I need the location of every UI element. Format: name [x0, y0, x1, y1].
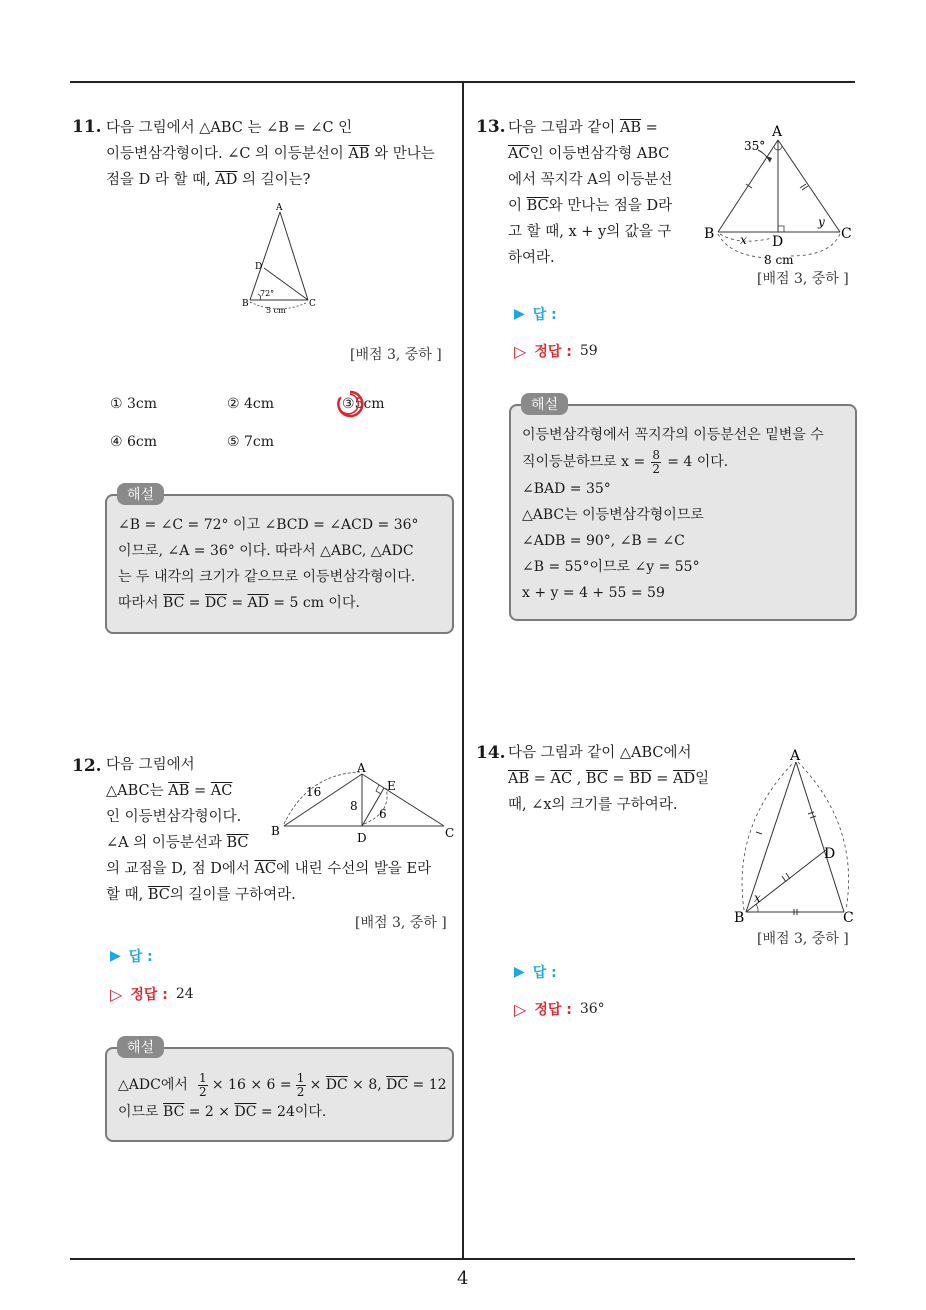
- problem-12-meta: [배점 3, 중하 ]: [355, 915, 447, 931]
- p14-label-A: A: [790, 748, 801, 764]
- correct-value: 24: [175, 986, 194, 1002]
- correct-arrow-icon: ▷: [514, 341, 527, 361]
- p12-label-E: E: [387, 779, 396, 793]
- p12-side-16: 16: [306, 785, 322, 799]
- p14-label-B: B: [734, 910, 745, 926]
- problem-12-solution-text: △ADC에서 $\frac{1}{2}$ × 16 × 6 = $\frac{1}{2}$ × $\overline{DC} \times 8$, $\overline{DC} = 12$ 이므로 $\overline{BC} = 2 \times \overline{DC} = 24$이다.: [118, 1070, 447, 1120]
- problem-11-number: 11.: [72, 117, 102, 137]
- p13-angle-label: 35°: [744, 139, 766, 153]
- choice-1[interactable]: ① 3cm: [110, 396, 158, 412]
- p14-x-label: x: [754, 891, 761, 905]
- p12-label-C: C: [445, 826, 455, 840]
- p11-label-C: C: [309, 299, 316, 309]
- problem-14-text: 다음 그림과 같이 △ABC에서 $\overline{AB} = \overline{AC}$ , $\overline{BC} = \overline{BD} = \overline{AD}$일 때, ∠x의 크기를 구하여라.: [508, 745, 710, 813]
- problem-14-number: 14.: [476, 743, 506, 763]
- answer-arrow-icon: ▶: [514, 306, 525, 322]
- p13-base-label: 8 cm: [764, 253, 794, 267]
- problem-11-solution-tab: 해설: [117, 483, 164, 505]
- problem-11-solution-text: ∠B = ∠C = 72° 이고 ∠BCD = ∠ACD = 36° 이므로, ∠A = 36° 이다. 따라서 △ABC, △ADC 는 두 내각의 크기가 같으므로 이등변삼각형이다. 따라서 $\overline{BC} = \overline{DC} = \overline{AD} = 5$ cm 이다.: [118, 517, 419, 611]
- choice-3-value: 5cm: [354, 396, 385, 412]
- correct-value: 59: [579, 343, 598, 359]
- p11-label-A: A: [276, 203, 283, 213]
- p13-y-label: y: [818, 215, 825, 229]
- problem-12-figure: [268, 760, 460, 844]
- correct-value: 36°: [579, 1001, 605, 1017]
- answer-arrow-icon: ▶: [110, 948, 121, 964]
- problem-13-solution-tab: 해설: [521, 393, 568, 415]
- answer-label: 답 :: [532, 965, 557, 981]
- p11-base-label: 5 cm: [266, 306, 286, 315]
- selected-answer-circle-icon: [334, 388, 366, 420]
- choice-3-marker: ③: [342, 396, 355, 412]
- p12-label-A: A: [357, 761, 366, 775]
- correct-label: 정답 :: [130, 987, 168, 1003]
- p11-label-B: B: [242, 299, 249, 309]
- problem-13-answer-row: [514, 304, 557, 324]
- p13-label-A: A: [772, 124, 783, 140]
- problem-12-number: 12.: [72, 756, 102, 776]
- correct-label: 정답 :: [534, 344, 572, 360]
- problem-13-number: 13.: [476, 117, 506, 137]
- problem-13-correct-row: [514, 341, 598, 361]
- problem-12-answer-row: [110, 946, 153, 966]
- p14-label-C: C: [843, 910, 854, 926]
- problem-14-correct-row: [514, 999, 605, 1019]
- correct-arrow-icon: ▷: [110, 984, 123, 1004]
- p11-label-D: D: [255, 262, 263, 272]
- bottom-rule: [70, 1258, 855, 1260]
- problem-14-meta: [배점 3, 중하 ]: [757, 931, 849, 947]
- correct-label: 정답 :: [534, 1002, 572, 1018]
- p13-label-B: B: [704, 226, 715, 242]
- problem-14-answer-row: [514, 962, 557, 982]
- choice-4[interactable]: ④ 6cm: [110, 434, 158, 450]
- choice-5[interactable]: ⑤ 7cm: [227, 434, 275, 450]
- problem-13-meta: [배점 3, 중하 ]: [757, 271, 849, 287]
- choice-2[interactable]: ② 4cm: [227, 396, 275, 412]
- p12-label-B: B: [271, 824, 280, 838]
- p13-x-label: x: [740, 233, 747, 247]
- page-number: 4: [457, 1268, 469, 1289]
- p12-side-6: 6: [379, 807, 387, 821]
- problem-11-text: 다음 그림에서 △ABC 는 ∠B = ∠C 인 이등변삼각형이다. ∠C 의 이등분선이 $\overline{AB}$ 와 만나는 점을 D 라 할 때, $\overline{AD}$ 의 길이는?: [106, 120, 435, 188]
- problem-11-meta: [배점 3, 중하 ]: [350, 347, 442, 363]
- p14-label-D: D: [824, 846, 836, 862]
- problem-13-solution-text: 이등변삼각형에서 꼭지각의 이등분선은 밑변을 수 직이등분하므로 x = $\frac{8}{2}$ = 4 이다. ∠BAD = 35° △ABC는 이등변삼각형이므로 ∠ADB = 90°, ∠B = ∠C ∠B = 55°이므로 ∠y = 55° x + y = 4 + 55 = 59: [522, 427, 824, 601]
- p13-label-D: D: [772, 234, 784, 250]
- problem-14-figure: [726, 746, 860, 928]
- answer-arrow-icon: ▶: [514, 964, 525, 980]
- problem-12-correct-row: [110, 984, 194, 1004]
- problem-11-figure: [236, 200, 326, 318]
- answer-label: 답 :: [532, 307, 557, 323]
- problem-12-solution-tab: 해설: [117, 1036, 164, 1058]
- p13-label-C: C: [841, 226, 852, 242]
- p12-label-D: D: [357, 831, 367, 844]
- p12-side-8: 8: [350, 799, 358, 813]
- correct-arrow-icon: ▷: [514, 999, 527, 1019]
- answer-label: 답 :: [128, 949, 153, 965]
- column-divider: [462, 81, 464, 1260]
- problem-13-text: 다음 그림과 같이 $\overline{AB}$ = $\overline{AC}$인 이등변삼각형 ABC 에서 꼭지각 A의 이등분선 이 $\overline{BC}$와 만나는 점을 D라 고 할 때, x + y의 값을 구 하여라.: [508, 120, 673, 266]
- p11-angle-label: 72°: [260, 289, 275, 298]
- problem-13-figure: [700, 120, 860, 270]
- problem-12-text: 다음 그림에서 △ABC는 $\overline{AB} = \overline{AC}$ 인 이등변삼각형이다. ∠A 의 이등분선과 $\overline{BC}$ 의 교점을 D, 점 D에서 $\overline{AC}$에 내린 수선의 발을 E라 할 때, $\overline{BC}$의 길이를 구하여라.: [106, 757, 432, 903]
